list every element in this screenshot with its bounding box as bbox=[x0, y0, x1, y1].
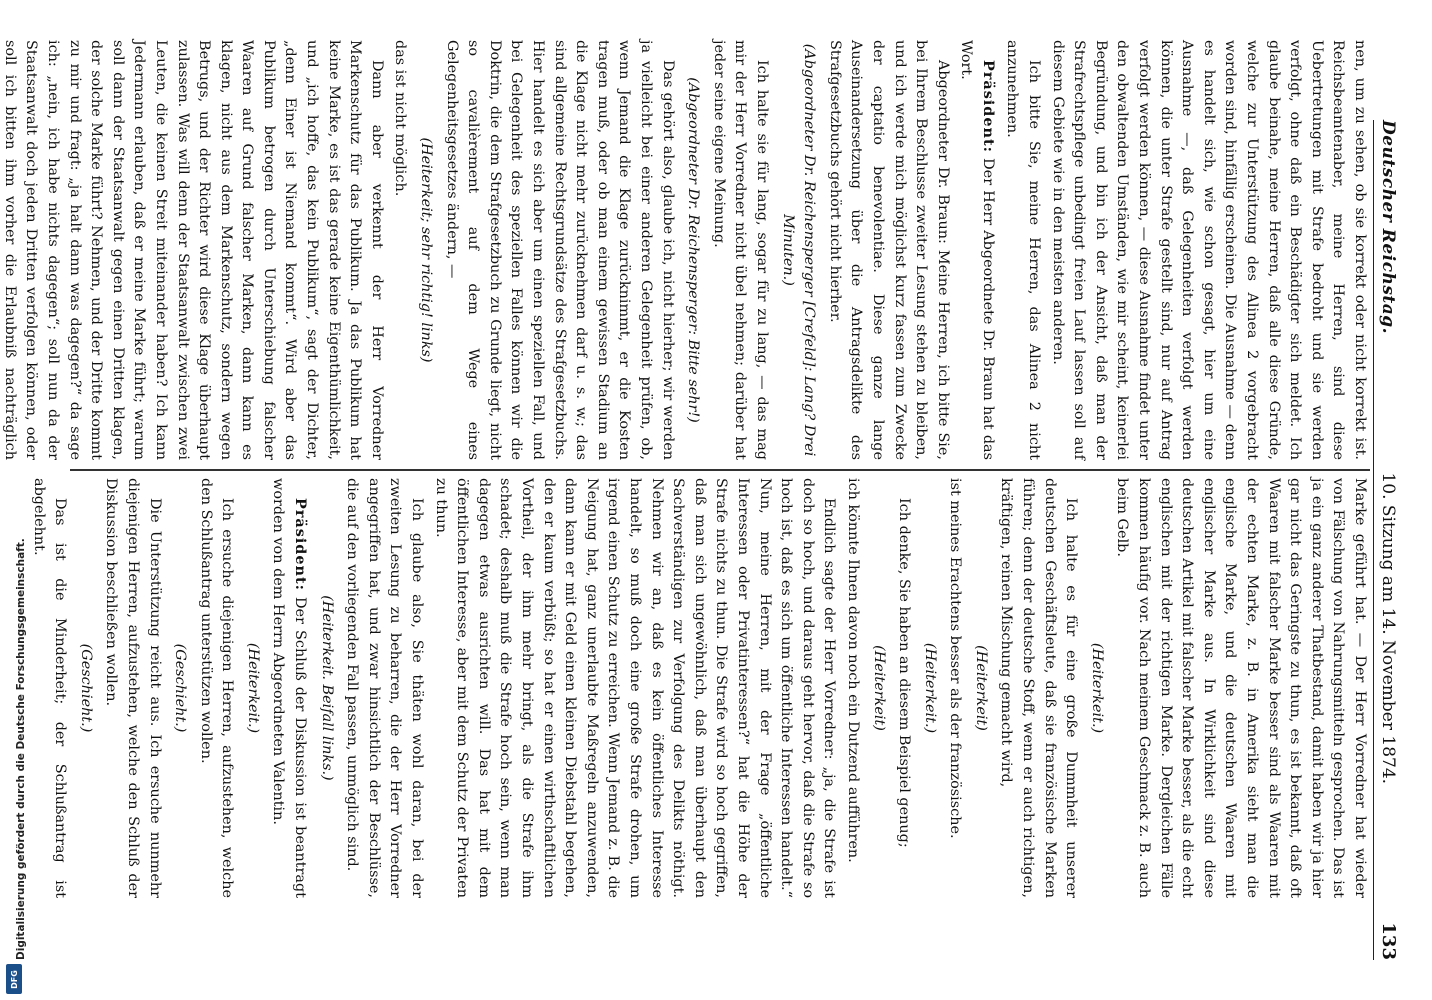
paragraph: ich könnte Ihnen davon noch ein Dutzend aufführen. bbox=[844, 478, 861, 863]
paragraph: Ich halte sie für lang, sogar für zu lang, — das mag mir der Herr Vorredner nicht übel nehmen; darüber hat jeder seine eigene Meinung. bbox=[710, 40, 770, 460]
paragraph: Endlich sagte der Herr Vorredner: „ja, die Strafe ist doch so hoch, und daraus geht hervor, daß die Strafe so hoch ist, daß es sich um öffentliche Interessen handelt.“ Nun, meine Herren, mit der Frage „öffentliche Interessen oder Privatinteressen?“ hat die Höhe der Strafe nichts zu thun. Die Strafe wird so hoch gegriffen, daß man sich ungewöhnlich, daß man überhaupt den Sachverständigen zur Verfolgung des Delikts nöthigt. Nehmen wir an, daß es kein öffentliches Interesse handelt, so muß doch eine große Strafe drohen, um irgend einen Schutz zu erreichen. Wenn Jemand z. B. die Neigung hat, ganz unerlaubte Maßregeln anzuwenden, dann kann er mit Geld einen kleinen Diebstahl begehen, den er kaum verbüßt; so hat er einen wirthschaftlichen Vortheil, der ihm mehr bringt, als die Strafe ihm schadet; deshalb muß die Strafe hoch sein, wenn man dagegen etwas ausrichten will. Das hat mit dem öffentlichen Interesse, aber mit dem Schutz der Privaten zu thun. bbox=[432, 478, 838, 898]
interjection: (Heiterkeit; sehr richtig! links) bbox=[418, 137, 435, 363]
dfg-logo bbox=[6, 964, 22, 994]
interjection: (Geschieht.) bbox=[172, 643, 189, 733]
speaker-text: Der Schluß der Diskussion ist beantragt worden von dem Herrn Abgeordneten Valentin. bbox=[270, 478, 309, 898]
paragraph: Ich ersuche diejenigen Herren, aufzustehen, welche den Schlußantrag unterstützen wollen. bbox=[197, 478, 236, 898]
interjection: (Abgeordneter Dr. Reichensperger: Bitte sehr!) bbox=[685, 77, 702, 423]
running-head bbox=[1373, 120, 1406, 960]
paragraph: Ich bitte Sie, meine Herren, das Alinea 2 nicht anzunehmen. bbox=[1004, 40, 1043, 460]
interjection: (Heiterkeit) bbox=[972, 645, 989, 731]
running-head-session: 10. Sitzung am 14. November 1874. bbox=[1378, 472, 1398, 785]
left-column bbox=[1, 40, 1370, 460]
column-divider bbox=[70, 469, 1370, 471]
interjection: (Heiterkeit.) bbox=[1088, 642, 1105, 734]
paragraph: Marke geführt hat. — Der Herr Vorredner hat wieder von Fälschung von Nahrungsmitteln gesprochen. Das ist ja ein ganz anderer Thatbestand, damit haben wir ja hier gar nicht das Geringste zu thun, es ist bekannt, daß oft Waaren mit falscher Marke besser sind als Waaren mit der echten Marke, z. B. in Amerika sieht man die englische Marke, und die deutschen Waaren mit englischer Marke aus. In Wirklichkeit sind diese deutschen Artikel mit falscher Marke besser, als die echt englischen mit der richtigen Marke. Dergleichen Fälle kommen häufig vor. Nach meinem Geschmack z. B. auch beim Gelb. bbox=[1114, 478, 1368, 898]
digitization-footer bbox=[0, 0, 30, 1000]
speaker-paragraph bbox=[267, 478, 311, 898]
paragraph: das ist nicht möglich. bbox=[392, 40, 409, 197]
speaker-text: Der Herr Abgeordnete Dr. Braun hat das Wort. bbox=[958, 40, 996, 460]
paragraph: Das gehört also, glaube ich, nicht hierher; wir werden ja vielleicht bei einer anderen Gelegenheit prüfen, ob, wenn Jemand die Klage zurücknimmt, er die Kosten tragen muß, oder ob man einem gewissen Stadium an die Klage nicht mehr zurücknehmen darf u. s. w.; das sind allgemeine Rechtsgrundsätze des Strafgesetzbuchs. Hier handelt es sich aber um einen speziellen Fall, und bei Gelegenheit des speziellen Falles können wir die Doktrin, die dem Strafgesetzbuch zu Grunde liegt, nicht so cavalièrement auf dem Wege eines Gelegenheitsgesetzes ändern, — bbox=[443, 40, 676, 460]
paragraph: Ich halte es für eine große Dummheit unserer deutschen Geschäftsleute, daß sie französische Marken führen; denn der deutsche Stoff, wenn er auch richtigen, kräftigen, reinen Mischung gemacht wird, bbox=[998, 478, 1080, 898]
paragraph: Das ist die Minderheit; der Schlußantrag ist abgelehnt. bbox=[30, 478, 69, 898]
interjection: (Heiterkeit) bbox=[870, 645, 887, 731]
paragraph: Ich glaube also, Sie thäten wohl daran, bei der zweiten Lesung zu beharren, die der Herr Vorredner angegriffen hat, und zwar hinsichtlich der Beschlüsse, die auf den vorliegenden Fall passen, unmöglich sind. bbox=[344, 478, 426, 898]
paragraph: Abgeordneter Dr. Braun: Meine Herren, ich bitte Sie, bei Ihrem Beschlusse zweiter Lesung stehen zu bleiben, und ich werde mich möglichst kurz fassen zum Zwecke der captatio benevolentiae. Diese ganze lange Auseinandersetzung über die Antragsdelikte des Strafgesetzbuchs gehört nicht hierher. bbox=[826, 40, 951, 460]
right-column bbox=[30, 478, 1370, 898]
page-number: 133 bbox=[1378, 922, 1399, 960]
interjection: (Geschieht.) bbox=[77, 643, 94, 733]
dfg-logo-text: DFG bbox=[9, 969, 19, 989]
interjection: (Abgeordneter Dr. Reichensperger [Crefeld]: Lang? Drei Minuten.) bbox=[779, 43, 818, 457]
running-head-title: Deutscher Reichstag. bbox=[1378, 120, 1398, 335]
speaker-name: Präsident: bbox=[979, 60, 997, 153]
paragraph: Ich denke, Sie haben an diesem Beispiel genug; bbox=[896, 498, 913, 848]
interjection: (Heiterkeit.) bbox=[244, 642, 261, 734]
footer-credit: Digitalisierung gefördert durch die Deutsche Forschungsgemeinschaft. bbox=[15, 538, 27, 960]
speaker-paragraph bbox=[955, 40, 999, 460]
interjection: (Heiterkeit.) bbox=[921, 642, 938, 734]
paragraph: Dann aber verkennt der Herr Vorredner Markenschutz für das Publikum. Ja das Publikum hat keine Marke, es ist das gerade keine Eigenthümlichkeit, und „ich hoffe, das kein Publikum“, sagt der Dichter, „denn Einer ist Niemand kommt“. Wird aber das Publikum betrogen durch Unterschiebung falscher Waaren auf Grund falscher Marken, dann kann es klagen, nicht aus dem Markenschutz, sondern wegen Betrugs, und der Richter wird diese Klage überhaupt zulassen. Was will denn der Staatsanwalt zwischen zwei Leuten, die keinen Streit miteinander haben? Ich kann Jedermann erlauben, daß er meine Marke führt; warum soll dann der Staatsanwalt gegen einen Dritten klagen, der solche Marke führt? Nehmen, und der Dritte kommt zu mir und fragt: „ja halt dann was dagegen?“ da sage ich: „nein, ich habe nichts dagegen“; soll nun da der Staatsanwalt doch jeden Dritten verfolgen können, oder soll ich bitten ihm vorher die Erlaubniß nachträglich bbox=[1, 40, 385, 460]
paragraph: ist meines Erachtens besser als der französische. bbox=[947, 478, 964, 839]
paragraph: Die Unterstützung reicht aus. Ich ersuche nunmehr diejenigen Herren, aufzustehen, welche den Schluß der Diskussion beschließen wollen. bbox=[103, 478, 163, 898]
interjection: (Heiterkeit. Beifall links.) bbox=[318, 595, 335, 781]
speaker-name: Präsident: bbox=[292, 498, 310, 591]
paragraph: nen, um zu sehen, ob sie korrekt oder nicht korrekt ist. Reichsbeamtenaber, meine Herren, sind diese Uebertretungen mit Strafe bedroht und sie werden verfolgt, ohne daß ein Beschädigter sich meldet. Ich glaube beinahe, meine Herren, daß alle diese Gründe, welche zur Unterstützung des Alinea 2 vorgebracht worden sind, hinfällig erscheinen. Die Ausnahme — denn es handelt sich, wie schon gesagt, hier um eine Ausnahme —, daß Gelegenheiten verfolgt werden können, die unter Strafe gestellt sind, nur auf Antrag verfolgt werden können, — diese Ausnahme findet unter den obwaltenden Umständen, wie mir scheint, keinerlei Begründung, und bin ich der Ansicht, daß man der Strafrechtspflege unbedingt freien Lauf lassen soll auf diesem Gebiete wie in den meisten anderen. bbox=[1049, 40, 1368, 460]
